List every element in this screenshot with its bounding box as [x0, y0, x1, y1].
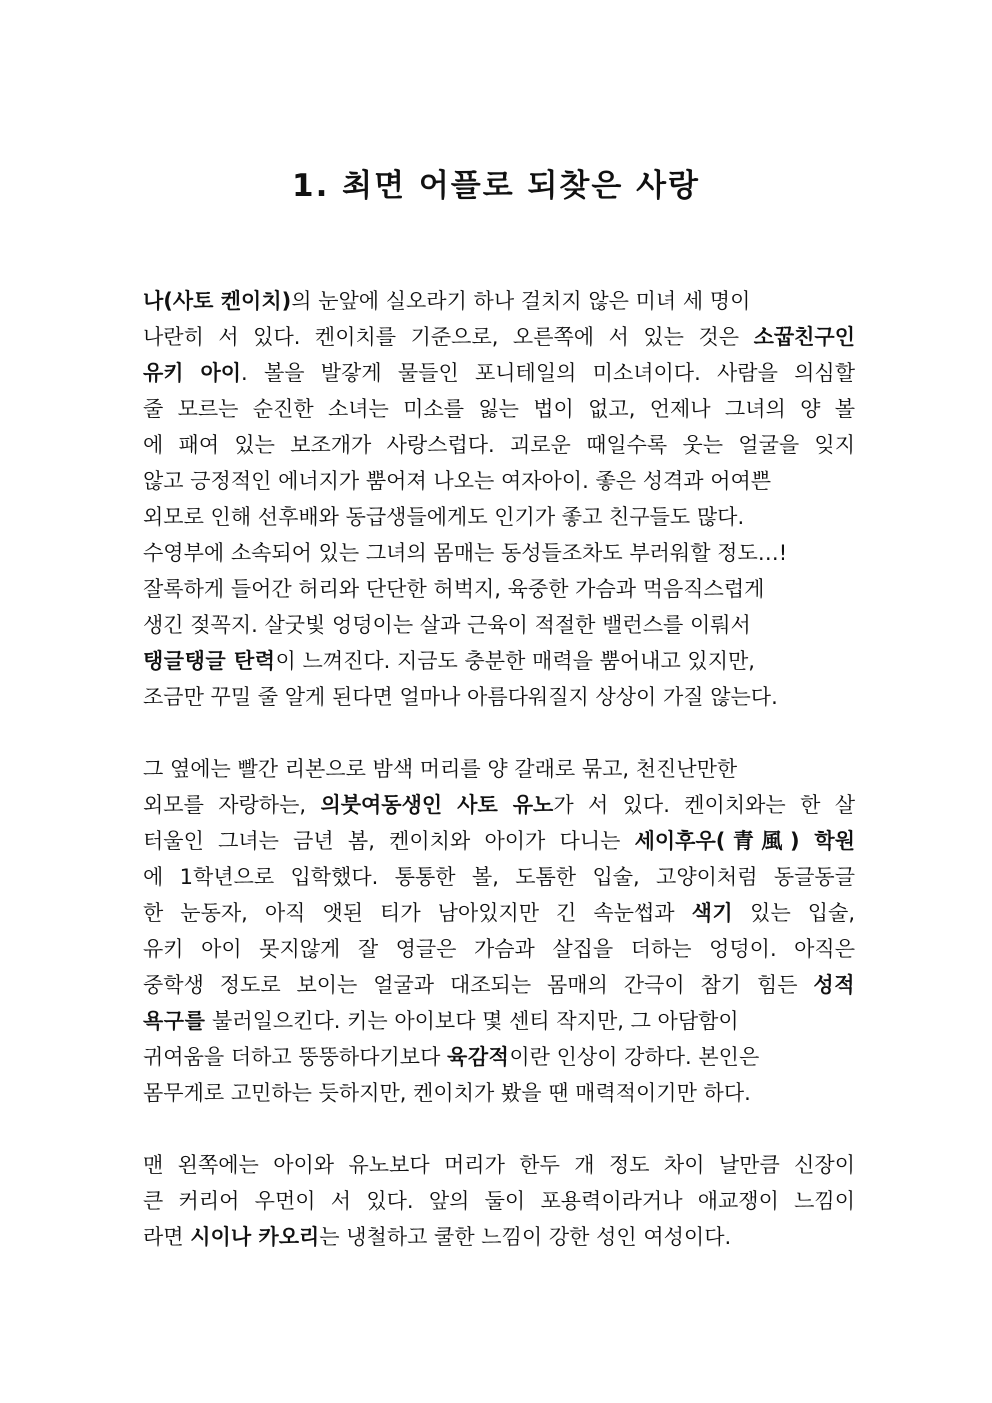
text-segment: 조금만 꾸밀 줄 알게 된다면 얼마나 아름다워질지 상상이 가질 않는다. [143, 685, 778, 709]
emphasis-text: 색기 [691, 901, 734, 925]
paragraph [143, 1147, 855, 1255]
text-line [143, 823, 855, 859]
text-line [143, 1039, 855, 1075]
paragraph [143, 283, 855, 715]
text-segment: 는 냉철하고 쿨한 느낌이 강한 성인 여성이다. [319, 1225, 732, 1249]
text-segment: . 볼을 발갛게 물들인 포니테일의 미소녀이다. 사람을 의심할 [241, 361, 855, 385]
text-line [143, 463, 855, 499]
text-segment: 외모로 인해 선후배와 동급생들에게도 인기가 좋고 친구들도 많다. [143, 505, 745, 529]
emphasis-text: 탱글탱글 탄력 [143, 649, 276, 673]
text-line [143, 643, 855, 679]
emphasis-text: 의붓여동생인 사토 유노 [320, 793, 554, 817]
emphasis-text: 육감적 [447, 1045, 510, 1069]
text-segment: 있는 입술, [733, 901, 855, 925]
text-segment: 의 눈앞에 실오라기 하나 걸치지 않은 미녀 세 명이 [291, 289, 751, 313]
emphasis-text: 세이후우(青風) 학원 [634, 829, 855, 853]
emphasis-text: 욕구를 [143, 1009, 206, 1033]
body-text [143, 283, 855, 1255]
text-segment: 가 서 있다. 켄이치와는 한 살 [553, 793, 855, 817]
text-segment: 귀여움을 더하고 뚱뚱하다기보다 [143, 1045, 448, 1069]
emphasis-text: 나(사토 켄이치) [143, 289, 292, 313]
text-segment: 외모를 자랑하는, [143, 793, 321, 817]
text-line [143, 1183, 855, 1219]
text-segment: 라면 [143, 1225, 191, 1249]
text-segment: 유키 아이 못지않게 잘 영글은 가슴과 살집을 더하는 엉덩이. 아직은 [143, 937, 855, 961]
text-segment: 이 느껴진다. 지금도 충분한 매력을 뿜어내고 있지만, [275, 649, 755, 673]
text-line [143, 895, 855, 931]
text-line [143, 319, 855, 355]
text-segment: 이란 인상이 강하다. 본인은 [509, 1045, 760, 1069]
text-segment: 불러일으킨다. 키는 아이보다 몇 센티 작지만, 그 아담함이 [205, 1009, 739, 1033]
paragraph-spacer [143, 715, 855, 751]
text-segment: 그 옆에는 빨간 리본으로 밤색 머리를 양 갈래로 묶고, 천진난만한 [143, 757, 738, 781]
text-segment: 잘록하게 들어간 허리와 단단한 허벅지, 육중한 가슴과 먹음직스럽게 [143, 577, 765, 601]
text-line [143, 355, 855, 391]
text-line [143, 391, 855, 427]
text-segment: 몸무게로 고민하는 듯하지만, 켄이치가 봤을 땐 매력적이기만 하다. [143, 1081, 751, 1105]
emphasis-text: 유키 아이 [143, 361, 242, 385]
text-segment: 중학생 정도로 보이는 얼굴과 대조되는 몸매의 간극이 참기 힘든 [143, 973, 814, 997]
emphasis-text: 성적 [813, 973, 855, 997]
text-segment: 수영부에 소속되어 있는 그녀의 몸매는 동성들조차도 부러워할 정도…! [143, 541, 788, 565]
text-line [143, 427, 855, 463]
text-line [143, 1003, 855, 1039]
text-line [143, 283, 855, 319]
text-line [143, 967, 855, 1003]
text-line [143, 679, 855, 715]
text-segment: 터울인 그녀는 금년 봄, 켄이치와 아이가 다니는 [143, 829, 635, 853]
text-segment: 큰 커리어 우먼이 서 있다. 앞의 둘이 포용력이라거나 애교쟁이 느낌이 [143, 1189, 855, 1213]
chapter-title: 1. 최면 어플로 되찾은 사랑 [292, 168, 700, 204]
text-line [143, 499, 855, 535]
text-segment: 에 1학년으로 입학했다. 통통한 볼, 도톰한 입술, 고양이처럼 동글동글 [143, 865, 855, 889]
text-line [143, 535, 855, 571]
text-line [143, 751, 855, 787]
text-segment: 생긴 젖꼭지. 살굿빛 엉덩이는 살과 근육이 적절한 밸런스를 이뤄서 [143, 613, 751, 637]
emphasis-text: 시이나 카오리 [190, 1225, 320, 1249]
text-segment: 줄 모르는 순진한 소녀는 미소를 잃는 법이 없고, 언제나 그녀의 양 볼 [143, 397, 855, 421]
text-line [143, 787, 855, 823]
emphasis-text: 소꿉친구인 [753, 325, 855, 349]
text-line [143, 607, 855, 643]
text-segment: 에 패여 있는 보조개가 사랑스럽다. 괴로운 때일수록 웃는 얼굴을 잊지 [143, 433, 855, 457]
text-line [143, 571, 855, 607]
text-line [143, 1219, 855, 1255]
text-line [143, 931, 855, 967]
paragraph-spacer [143, 1111, 855, 1147]
text-line [143, 1147, 855, 1183]
text-segment: 맨 왼쪽에는 아이와 유노보다 머리가 한두 개 정도 차이 날만큼 신장이 [143, 1153, 855, 1177]
text-line [143, 859, 855, 895]
paragraph [143, 751, 855, 1111]
text-segment: 나란히 서 있다. 켄이치를 기준으로, 오른쪽에 서 있는 것은 [143, 325, 754, 349]
text-line [143, 1075, 855, 1111]
text-segment: 않고 긍정적인 에너지가 뿜어져 나오는 여자아이. 좋은 성격과 어여쁜 [143, 469, 772, 493]
text-segment: 한 눈동자, 아직 앳된 티가 남아있지만 긴 속눈썹과 [143, 901, 692, 925]
